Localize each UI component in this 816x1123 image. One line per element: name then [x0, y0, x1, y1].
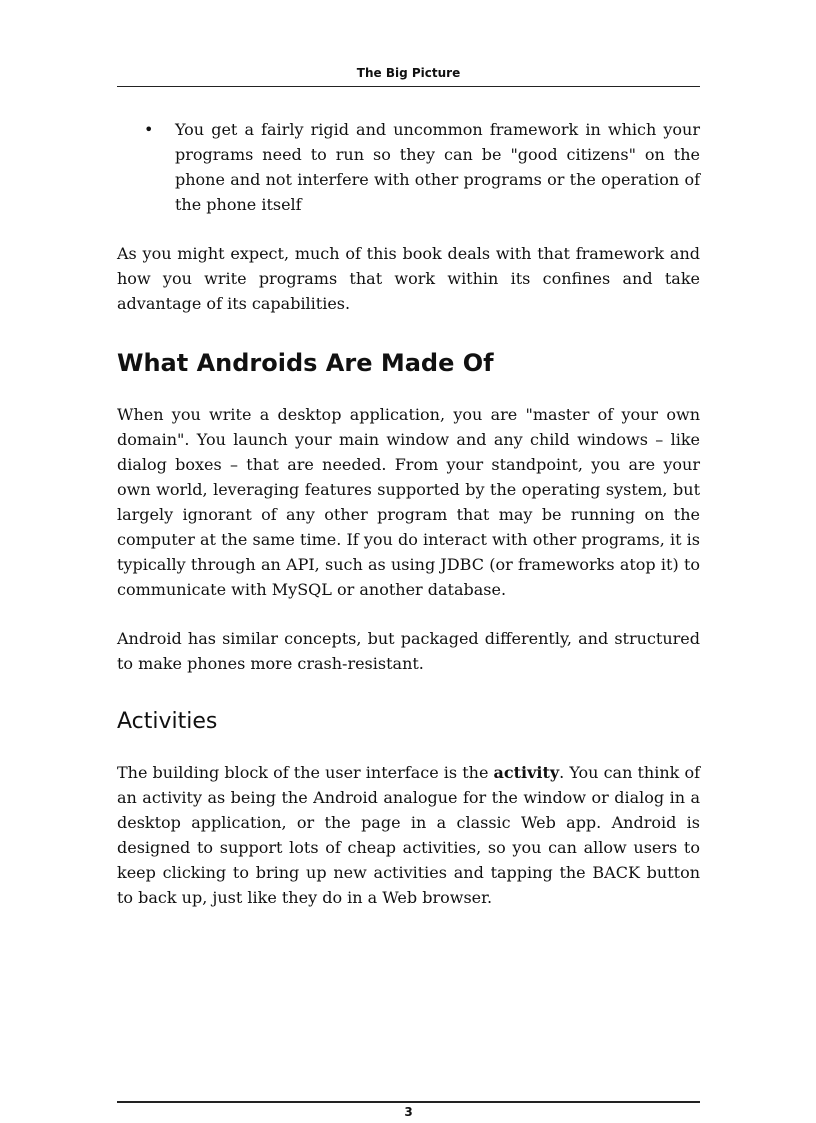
bullet-text: You get a fairly rigid and uncommon framework in which your programs need to run so they can be "good citizens" on the phone and not interfere with other programs or the operation of the phone itself: [175, 120, 700, 214]
subsection-heading: Activities: [117, 709, 218, 734]
page-number: 3: [404, 1105, 413, 1119]
subsection-paragraph-end: . You can think of an activity as being the Android analogue for the window or dialog in a desktop application, or the page in a classic Web app. Android is designed to support lots of cheap activities, so you can allow users to keep clicking to bring up new activities and tapping the BACK button to back up, just like they do in a Web browser.: [117, 763, 701, 907]
subsection-paragraph-start: The building block of the user interface is the: [117, 763, 494, 782]
section-paragraph-2: Android has similar concepts, but packaged differently, and structured to make phones more crash-resistant.: [117, 629, 700, 673]
bullet-item: [144, 117, 700, 217]
page-content: [117, 117, 700, 910]
subsection-paragraph: [117, 760, 700, 910]
running-header: The Big Picture: [356, 66, 461, 80]
header-rule: [117, 86, 700, 87]
footer-rule: [117, 1101, 700, 1103]
bullet-list: [117, 117, 700, 217]
bullet-mark: •: [144, 120, 154, 139]
section-heading: What Androids Are Made Of: [117, 349, 494, 377]
intro-paragraph: As you might expect, much of this book deals with that framework and how you write programs that work within its confines and take advantage of its capabilities.: [117, 244, 700, 313]
term-activity: activity: [493, 763, 560, 782]
section-paragraph-1: When you write a desktop application, you are "master of your own domain". You launch your main window and any child windows – like dialog boxes – that are needed. From your standpoint, you are your own world, leveraging features supported by the operating system, but largely ignorant of any other program that may be running on the computer at the same time. If you do interact with other programs, it is typically through an API, such as using JDBC (or frameworks atop it) to communicate with MySQL or another database.: [117, 405, 700, 599]
